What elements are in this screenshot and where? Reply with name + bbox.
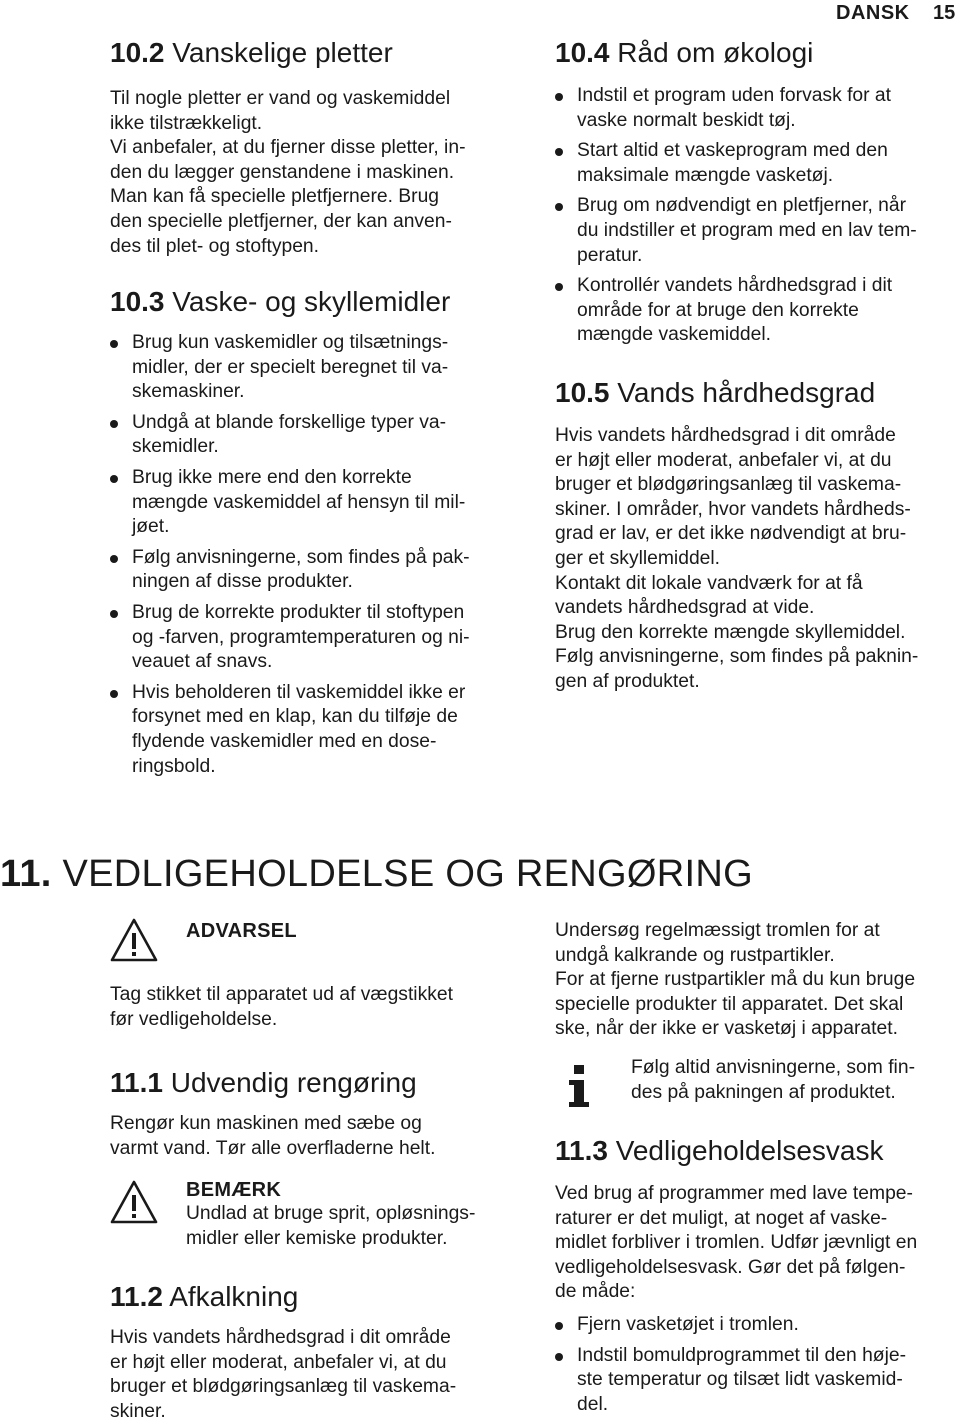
list-item: Undgå at blande forskellige typer va- skemidler. <box>110 411 510 460</box>
section-10-5 <box>555 376 960 695</box>
page-number: 15 <box>933 2 956 24</box>
list-item: Hvis beholderen til vaskemiddel ikke er forsynet med en klap, kan du tilføje de flydende vaskemidler med en dose- ringsbold. <box>110 681 510 779</box>
info-text: Følg altid anvisningerne, som fin- des på pakningen af produktet. <box>631 1057 915 1103</box>
caution-notice <box>110 1178 520 1251</box>
header-language: DANSK <box>836 2 910 24</box>
heading-11-3: 11.3 Vedligeholdelsesvask <box>555 1135 884 1166</box>
heading-10-4: 10.4 Råd om økologi <box>555 37 814 68</box>
heading-11: 11. VEDLIGEHOLDELSE OG RENGØRING <box>0 853 753 895</box>
list-item: Brug kun vaskemidler og tilsætnings- midler, der er specielt beregnet til va- skemaskiner. <box>110 331 510 405</box>
list-item: Kontrollér vandets hårdhedsgrad i dit område for at bruge den korrekte mængde vaskemiddel. <box>555 274 960 348</box>
warning-title: ADVARSEL <box>186 920 297 942</box>
section-11-2 <box>110 1280 510 1424</box>
list-item: Start altid et vaskeprogram med den maksimale mængde vasketøj. <box>555 139 960 188</box>
heading-10-3: 10.3 Vaske- og skyllemidler <box>110 286 451 317</box>
list-item: Følg anvisningerne, som findes på pak- ningen af disse produkter. <box>110 546 510 595</box>
list-item: Indstil et program uden forvask for at vaske normalt beskidt tøj. <box>555 84 960 133</box>
list-item: Brug om nødvendigt en pletfjerner, når du indstiller et program med en lav tem- peratur. <box>555 194 960 268</box>
section-10-3 <box>110 285 510 785</box>
paragraph-11-2: Hvis vandets hårdhedsgrad i dit område er højt eller moderat, anbefaler vi, at du bruger et blødgøringsanlæg til vaskema- skiner. <box>110 1327 457 1422</box>
paragraph-tromle: Undersøg regelmæssigt tromlen for at undgå kalkrande og rustpartikler. For at fjerne rustpartikler må du kun bruge specielle produkter til apparatet. Det skal ske, når der ikke er vasketøj i apparatet. <box>555 920 916 1040</box>
heading-10-5: 10.5 Vands hårdhedsgrad <box>555 377 876 408</box>
list-11-3 <box>555 1313 960 1417</box>
info-notice <box>555 1056 960 1105</box>
section-10-4 <box>555 36 960 354</box>
warning-triangle-icon <box>110 916 158 964</box>
paragraph-10-2: Til nogle pletter er vand og vaskemiddel ikke tilstrækkeligt. Vi anbefaler, at du fjerner disse pletter, in- den du lægger genstandene i maskinen. Man kan få specielle pletfjernere. Brug den specielle pletfjerner, der kan anven- des til plet- og stoftypen. <box>110 88 466 257</box>
list-item: Indstil bomuldprogrammet til den høje- ste temperatur og tilsæt lidt vaskemid- del. <box>555 1344 960 1418</box>
list-item: Fjern vasketøjet i tromlen. <box>555 1313 960 1338</box>
heading-11-2: 11.2 Afkalkning <box>110 1281 299 1312</box>
warning-notice <box>110 916 520 1032</box>
section-10-2 <box>110 36 510 259</box>
paragraph-11-1: Rengør kun maskinen med sæbe og varmt vand. Tør alle overfladerne helt. <box>110 1113 436 1159</box>
warning-triangle-icon <box>110 1178 158 1226</box>
list-10-3 <box>110 331 510 779</box>
section-11-3 <box>555 1134 960 1423</box>
paragraph-10-5: Hvis vandets hårdhedsgrad i dit område er højt eller moderat, anbefaler vi, at du bruger et blødgøringsanlæg til vaskema- skiner. I områder, hvor vandets hårdheds- grad er lav, er det ikke nødvendigt at bru- ger et skyllemiddel. Kontakt dit lokale vandværk for at få vandets hårdhedsgrad at vide. Brug den korrekte mængde skyllemiddel. Følg anvisningerne, som findes på paknin- gen af produktet. <box>555 425 919 692</box>
heading-10-2: 10.2 Vanskelige pletter <box>110 37 393 68</box>
list-10-4 <box>555 84 960 348</box>
caution-title: BEMÆRK <box>186 1179 282 1201</box>
caution-text: Undlad at bruge sprit, opløsnings- midler eller kemiske produkter. <box>186 1203 476 1249</box>
list-item: Brug de korrekte produkter til stoftypen og -farven, programtemperaturen og ni- veauet af snavs. <box>110 601 510 675</box>
section-11 <box>0 852 960 896</box>
section-11-1 <box>110 1066 510 1161</box>
paragraph-11-3: Ved brug af programmer med lave tempe- raturer er det muligt, at noget af vaske- midlet forbliver i tromlen. Udfør jævnligt en vedligeholdelsesvask. Gør det på følgen- de måde: <box>555 1183 918 1303</box>
list-item: Brug ikke mere end den korrekte mængde vaskemiddel af hensyn til mil- jøet. <box>110 466 510 540</box>
info-icon <box>555 1062 603 1110</box>
warning-text: Tag stikket til apparatet ud af vægstikket før vedligeholdelse. <box>110 984 453 1030</box>
heading-11-1: 11.1 Udvendig rengøring <box>110 1067 417 1098</box>
right-intro <box>555 919 960 1042</box>
